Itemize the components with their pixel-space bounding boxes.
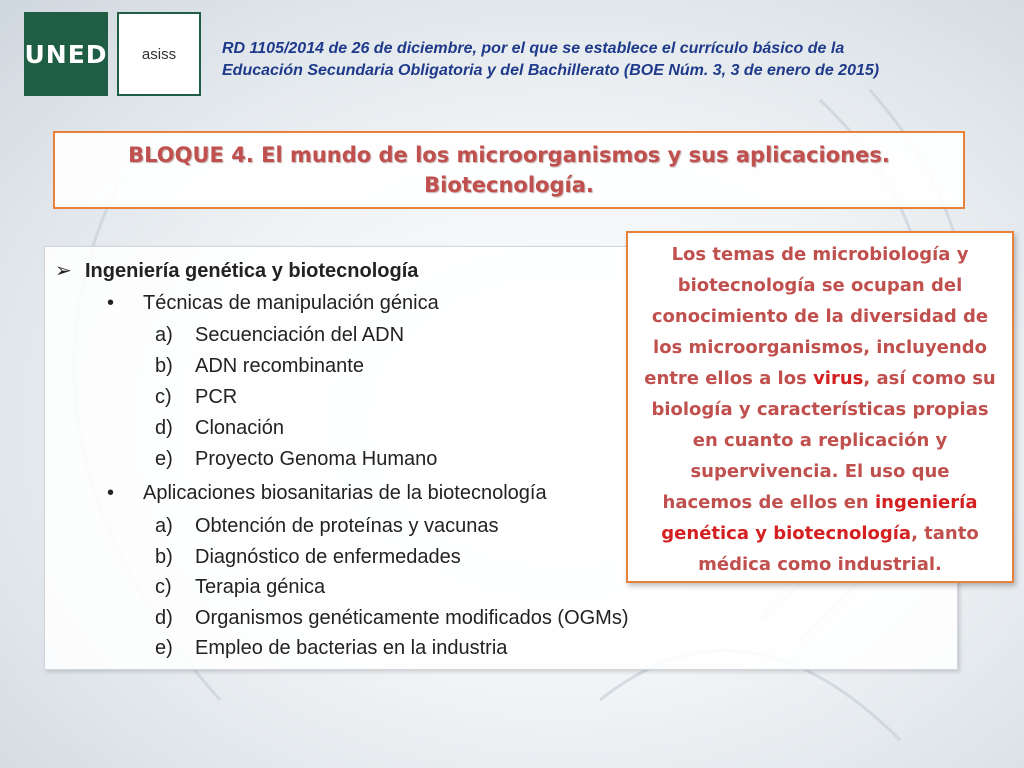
legal-reference-line-1: RD 1105/2014 de 26 de diciembre, por el que se establece el currículo básico de la [222,40,845,57]
topic-1-title [107,290,439,316]
list-item-marker: b) [155,546,173,568]
note-line: biología y características propias [651,399,989,420]
list-item-marker: b) [155,355,173,377]
list-item-text: ADN recombinante [195,355,364,377]
list-item-text: PCR [195,386,238,408]
list-item [155,353,364,379]
list-item-marker: e) [155,448,173,470]
note-line: supervivencia. El uso que [690,461,950,482]
list-item-text: Proyecto Genoma Humano [195,448,438,470]
note-line [628,363,1012,394]
topic-2-title-text: Aplicaciones biosanitarias de la biotecnología [143,482,547,504]
note-text: entre ellos a los [644,368,814,389]
list-item-text: Organismos genéticamente modificados (OGMs) [195,607,629,629]
list-item-highlighted [155,384,237,410]
uned-logo: UNED [24,12,108,96]
list-item-marker: c) [155,576,172,598]
list-item-text: Empleo de bacterias en la industria [195,637,508,659]
list-item-marker: a) [155,515,173,537]
note-line: Los temas de microbiología y [671,244,969,265]
note-highlight-genetica: genética y biotecnología [661,523,912,544]
note-highlight-ingenieria: ingeniería [875,492,978,513]
list-item [155,574,325,600]
list-item [155,544,461,570]
list-item-text: Terapia génica [195,576,326,598]
note-text: hacemos de ellos en [662,492,875,513]
note-line: conocimiento de la diversidad de [651,306,989,327]
list-item-text: Diagnóstico de enfermedades [195,546,461,568]
note-highlight-virus: virus [813,368,864,389]
list-item-marker: a) [155,324,173,346]
note-line [628,518,1012,549]
list-item [155,513,499,539]
note-text: , así como su [863,368,996,389]
list-item [155,446,437,472]
list-item-text: Secuenciación del ADN [195,324,405,346]
content-heading [55,258,418,284]
note-line [628,487,1012,518]
asiss-logo: asiss [117,12,201,96]
bullet-icon: • [107,482,115,504]
bloque-title-line-1: BLOQUE 4. El mundo de los microorganismos y sus aplicaciones. [128,143,890,167]
list-item-text: Clonación [195,417,284,439]
list-item [155,415,284,441]
list-item [155,322,404,348]
list-item-marker: e) [155,637,173,659]
legal-reference-line-2: Educación Secundaria Obligatoria y del Bachillerato (BOE Núm. 3, 3 de enero de 2015) [222,62,880,79]
topic-2-title [107,480,547,506]
list-item-text: Obtención de proteínas y vacunas [195,515,499,537]
note-line: en cuanto a replicación y [692,430,948,451]
list-item [155,635,507,661]
note-line: médica como industrial. [698,554,942,575]
note-line: los microorganismos, incluyendo [653,337,987,358]
list-item-marker: d) [155,417,173,439]
list-item [155,605,629,631]
content-heading-text: Ingeniería genética y biotecnología [85,260,419,282]
topic-1-title-text: Técnicas de manipulación génica [143,292,439,314]
explanatory-note-box [626,231,1014,583]
arrow-bullet-icon: ➢ [55,260,72,282]
bullet-icon: • [107,292,115,314]
note-line: biotecnología se ocupan del [677,275,963,296]
list-item-marker: c) [155,386,172,408]
note-text: , tanto [911,523,979,544]
bloque-title-line-2: Biotecnología. [424,173,594,197]
legal-reference [222,38,1012,82]
list-item-marker: d) [155,607,173,629]
bloque-title-box [53,131,965,209]
